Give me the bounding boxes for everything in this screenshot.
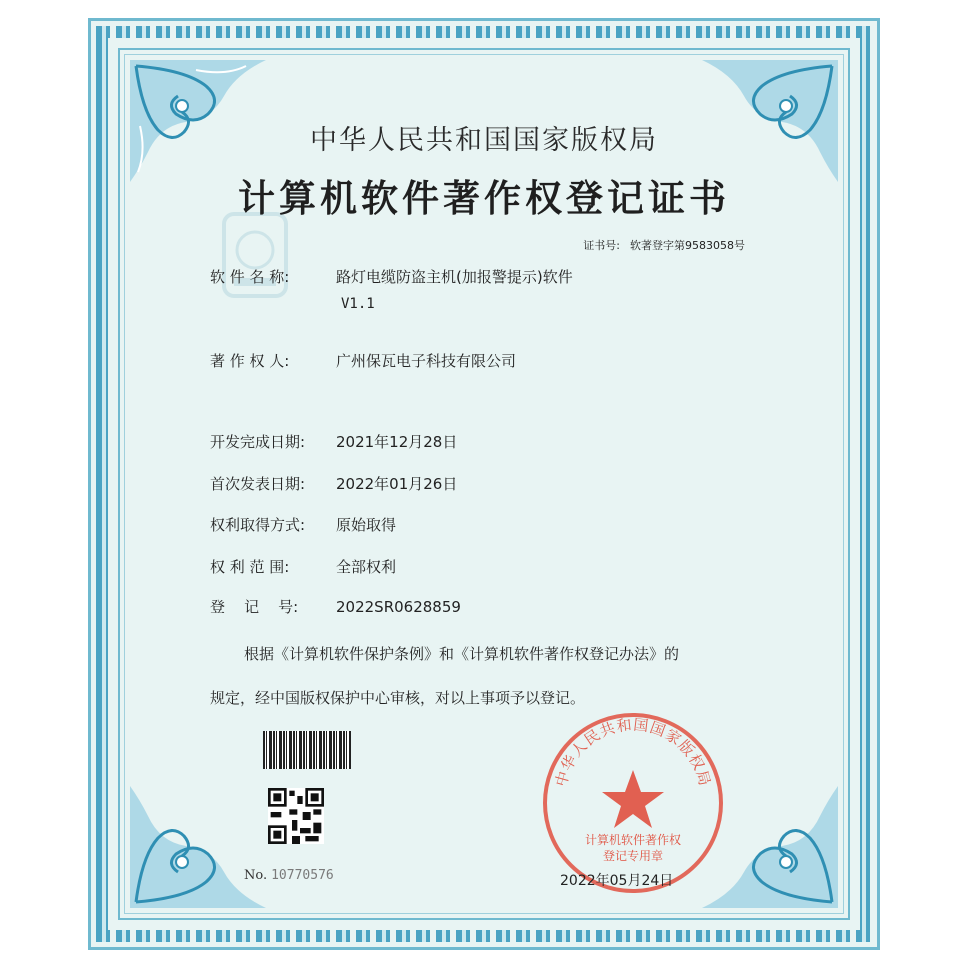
field-value: 全部权利 <box>336 558 397 576</box>
field-value: 2022年01月26日 <box>336 475 458 493</box>
field-acquisition-method <box>210 514 396 535</box>
corner-ornament-icon <box>126 782 276 912</box>
statement-line-2: 规定，经中国版权保护中心审核，对以上事项予以登记。 <box>210 689 586 707</box>
field-label: 开发完成日期: <box>210 433 306 451</box>
field-first-publish-date <box>210 473 457 494</box>
field-value: 2022SR0628859 <box>336 598 461 616</box>
certificate-number-value: 软著登字第9583058号 <box>630 239 745 252</box>
field-copyright-owner <box>210 350 516 371</box>
field-label: 权 利 范 围: <box>210 558 290 576</box>
field-rights-scope <box>210 556 396 577</box>
field-label: 权利取得方式: <box>210 516 306 534</box>
certificate-number-label: 证书号: <box>583 239 620 252</box>
serial-number-label: No. <box>244 868 268 883</box>
software-version: V1.1 <box>341 296 375 312</box>
seal-inner-line-2: 登记专用章 <box>602 849 664 863</box>
field-label: 登 记 号: <box>210 598 299 616</box>
seal-star-icon <box>602 770 664 828</box>
serial-number-value: 10770576 <box>271 868 334 883</box>
barcode <box>263 731 351 769</box>
statement-paragraph <box>210 632 770 720</box>
seal-inner-line-1: 计算机软件著作权 <box>584 833 682 847</box>
qr-code <box>268 788 324 844</box>
certificate-number <box>583 237 745 253</box>
issue-date: 2022年05月24日 <box>560 873 674 889</box>
certificate-title: 计算机软件著作权登记证书 <box>238 176 730 220</box>
issuing-agency: 中华人民共和国国家版权局 <box>310 125 658 156</box>
field-label: 首次发表日期: <box>210 475 306 493</box>
statement-line-1: 根据《计算机软件保护条例》和《计算机软件著作权登记办法》的 <box>244 645 680 663</box>
field-software-name <box>210 266 573 287</box>
field-label: 著 作 权 人: <box>210 352 290 370</box>
field-label: 软 件 名 称: <box>210 268 290 286</box>
field-registration-number <box>210 596 461 617</box>
field-value: 2021年12月28日 <box>336 433 458 451</box>
seal-ring-text: 中华人民共和国国家版权局 <box>551 715 715 789</box>
serial-number <box>244 868 334 883</box>
field-completion-date <box>210 431 457 452</box>
certificate <box>88 18 880 950</box>
field-value: 广州保瓦电子科技有限公司 <box>336 352 517 370</box>
field-value: 路灯电缆防盗主机(加报警提示)软件 <box>336 268 573 286</box>
field-value: 原始取得 <box>336 516 397 534</box>
